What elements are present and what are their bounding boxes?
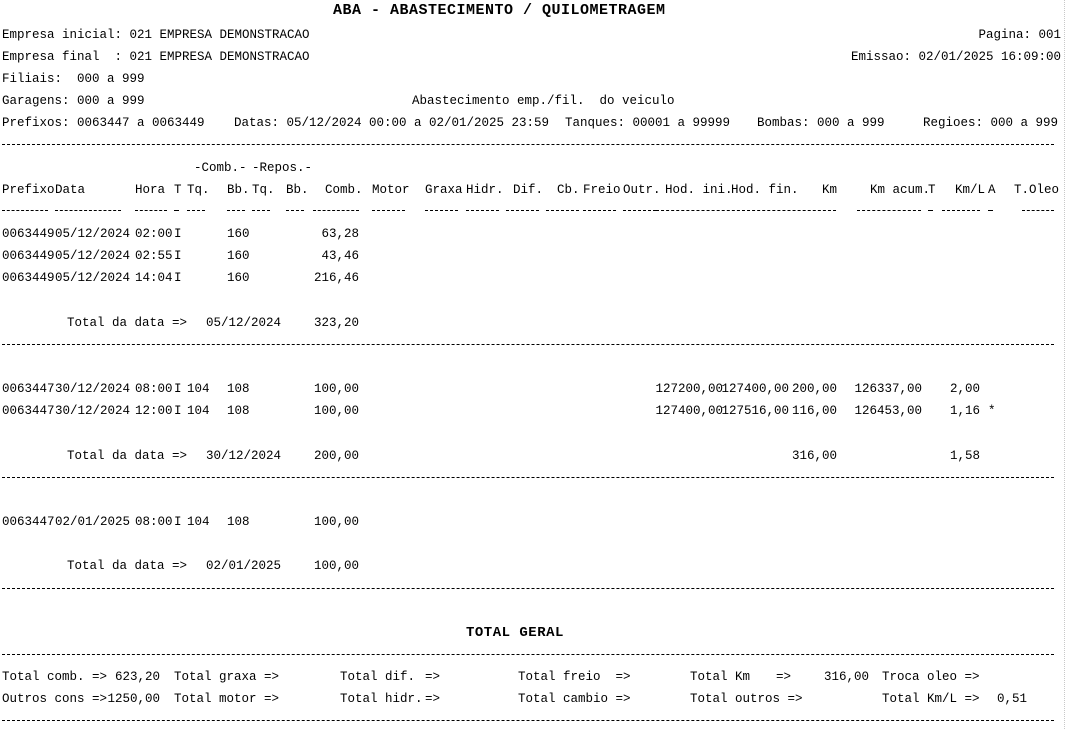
column-underline <box>425 210 458 211</box>
cell-hod-fin: 127400,00 <box>721 382 789 396</box>
column-t: T <box>174 183 182 197</box>
tanques-range: Tanques: 00001 a 99999 <box>565 116 731 130</box>
column-t2: T <box>928 183 936 197</box>
empresa-final: Empresa final : 021 EMPRESA DEMONSTRACAO <box>2 50 310 64</box>
garagens-range: Garagens: 000 a 999 <box>2 94 145 108</box>
column-underline <box>55 210 121 211</box>
cell-hora: 02:00 <box>135 227 173 241</box>
separator <box>2 588 1054 589</box>
cell-bb: 108 <box>227 382 250 396</box>
date-total-date: 30/12/2024 <box>206 449 282 463</box>
total-freio-label: Total freio => <box>518 670 631 684</box>
cell-prefixo: 0063447 <box>2 382 55 396</box>
column-km-acum: Km acum. <box>870 183 931 197</box>
column-underline <box>656 210 836 211</box>
total-comb-value: 623,20 <box>114 670 160 684</box>
separator <box>2 654 1054 655</box>
column-underline <box>187 210 205 211</box>
total-kml-label: Total Km/L => <box>882 692 980 706</box>
cell-data: 02/01/2025 <box>55 515 131 529</box>
regioes-range: Regioes: 000 a 999 <box>923 116 1059 130</box>
total-kml-value: 0,51 <box>996 692 1027 706</box>
column-cb: Cb. <box>557 183 580 197</box>
column-km: Km <box>822 183 838 197</box>
bombas-range: Bombas: 000 a 999 <box>757 116 885 130</box>
cell-kml: 1,16 <box>949 404 980 418</box>
column-underline <box>988 210 993 211</box>
cell-data: 05/12/2024 <box>55 271 131 285</box>
column-data: Data <box>55 183 86 197</box>
total-comb-label: Total comb. => <box>2 670 108 684</box>
cell-kml: 2,00 <box>949 382 980 396</box>
cell-data: 30/12/2024 <box>55 404 131 418</box>
column-repos-bb: Bb. <box>286 183 309 197</box>
column-group-comb: -Comb.- <box>194 161 247 175</box>
column-underline <box>857 210 921 211</box>
column-underline <box>252 210 270 211</box>
cell-km: 116,00 <box>791 404 837 418</box>
column-hod-fin: Hod. fin. <box>731 183 799 197</box>
column-underline <box>372 210 405 211</box>
cell-bb: 160 <box>227 271 250 285</box>
column-hidr: Hidr. <box>466 183 504 197</box>
cell-tq: 104 <box>187 382 210 396</box>
cell-comb: 100,00 <box>313 404 359 418</box>
column-bb: Bb. <box>227 183 250 197</box>
total-km-arrow: => <box>776 670 792 684</box>
cell-t: I <box>174 382 182 396</box>
column-underline <box>506 210 539 211</box>
prefixos-range: Prefixos: 0063447 a 0063449 <box>2 116 205 130</box>
column-freio: Freio <box>583 183 621 197</box>
cell-km-acum: 126453,00 <box>854 404 922 418</box>
filiais-range: Filiais: 000 a 999 <box>2 72 145 86</box>
column-outr: Outr. <box>623 183 661 197</box>
total-km-label: Total Km <box>690 670 751 684</box>
column-underline <box>942 210 980 211</box>
column-underline <box>1022 210 1054 211</box>
column-hora: Hora <box>135 183 166 197</box>
empresa-inicial: Empresa inicial: 021 EMPRESA DEMONSTRACAO <box>2 28 310 42</box>
cell-comb: 63,28 <box>321 227 359 241</box>
date-total-comb: 100,00 <box>313 559 359 573</box>
cell-hora: 08:00 <box>135 382 173 396</box>
column-graxa: Graxa <box>425 183 463 197</box>
cell-t: I <box>174 404 182 418</box>
cell-comb: 216,46 <box>313 271 359 285</box>
outros-cons-value: 1250,00 <box>107 692 160 706</box>
cell-t: I <box>174 227 182 241</box>
cell-hora: 12:00 <box>135 404 173 418</box>
column-kml: Km/L <box>955 183 986 197</box>
column-repos-tq: Tq. <box>252 183 275 197</box>
outros-cons-label: Outros cons => <box>2 692 108 706</box>
total-graxa-label: Total graxa => <box>174 670 280 684</box>
column-underline <box>135 210 167 211</box>
total-cambio-label: Total cambio => <box>518 692 631 706</box>
column-comb: Comb. <box>325 183 363 197</box>
column-underline <box>227 210 245 211</box>
cell-comb: 100,00 <box>313 515 359 529</box>
cell-km: 200,00 <box>791 382 837 396</box>
column-motor: Motor <box>372 183 410 197</box>
cell-bb: 108 <box>227 515 250 529</box>
total-hidr-arrow: => <box>425 692 441 706</box>
cell-prefixo: 0063447 <box>2 515 55 529</box>
cell-data: 30/12/2024 <box>55 382 131 396</box>
column-underline <box>174 210 179 211</box>
date-total-kml: 1,58 <box>949 449 980 463</box>
column-tq: Tq. <box>187 183 210 197</box>
cell-km-acum: 126337,00 <box>854 382 922 396</box>
date-total-km: 316,00 <box>791 449 837 463</box>
total-dif-label: Total dif. <box>340 670 416 684</box>
date-total-date: 02/01/2025 <box>206 559 282 573</box>
column-underline <box>928 210 933 211</box>
cell-tq: 104 <box>187 404 210 418</box>
cell-prefixo: 0063447 <box>2 404 55 418</box>
cell-bb: 108 <box>227 404 250 418</box>
separator <box>2 144 1054 145</box>
column-toleo: T.Oleo <box>1014 183 1060 197</box>
cell-hora: 14:04 <box>135 271 173 285</box>
cell-t: I <box>174 271 182 285</box>
column-underline <box>466 210 499 211</box>
troca-oleo-label: Troca oleo => <box>882 670 980 684</box>
cell-hora: 08:00 <box>135 515 173 529</box>
page-edge <box>1064 0 1065 729</box>
column-underline <box>286 210 304 211</box>
cell-bb: 160 <box>227 227 250 241</box>
total-geral-heading: TOTAL GERAL <box>466 625 564 641</box>
datas-range: Datas: 05/12/2024 00:00 a 02/01/2025 23:59 <box>234 116 550 130</box>
column-underline <box>546 210 579 211</box>
date-total-label: Total da data => <box>67 449 188 463</box>
cell-comb: 100,00 <box>313 382 359 396</box>
cell-t: I <box>174 515 182 529</box>
cell-comb: 43,46 <box>321 249 359 263</box>
abastecimento-info: Abastecimento emp./fil. do veiculo <box>412 94 675 108</box>
cell-a-flag: * <box>988 404 996 418</box>
cell-data: 05/12/2024 <box>55 249 131 263</box>
date-total-comb: 200,00 <box>313 449 359 463</box>
column-underline <box>623 210 656 211</box>
date-total-comb: 323,20 <box>313 316 359 330</box>
cell-data: 05/12/2024 <box>55 227 131 241</box>
report-title: ABA - ABASTECIMENTO / QUILOMETRAGEM <box>333 2 666 19</box>
cell-prefixo: 0063449 <box>2 271 55 285</box>
separator <box>2 720 1054 721</box>
total-motor-label: Total motor => <box>174 692 280 706</box>
column-underline <box>313 210 359 211</box>
emission-date: Emissao: 02/01/2025 16:09:00 <box>850 50 1061 64</box>
total-dif-arrow: => <box>425 670 441 684</box>
cell-hod-fin: 127516,00 <box>721 404 789 418</box>
cell-t: I <box>174 249 182 263</box>
cell-tq: 104 <box>187 515 210 529</box>
column-underline <box>583 210 616 211</box>
column-prefixo: Prefixo <box>2 183 55 197</box>
column-underline <box>2 210 48 211</box>
column-a: A <box>988 183 996 197</box>
cell-prefixo: 0063449 <box>2 227 55 241</box>
page-number: Pagina: 001 <box>978 28 1061 42</box>
date-total-date: 05/12/2024 <box>206 316 282 330</box>
cell-hod-ini: 127400,00 <box>655 404 723 418</box>
total-outros-label: Total outros => <box>690 692 803 706</box>
total-km-value: 316,00 <box>823 670 869 684</box>
column-hod-ini: Hod. ini. <box>665 183 733 197</box>
cell-hod-ini: 127200,00 <box>655 382 723 396</box>
cell-bb: 160 <box>227 249 250 263</box>
date-total-label: Total da data => <box>67 316 188 330</box>
cell-hora: 02:55 <box>135 249 173 263</box>
cell-prefixo: 0063449 <box>2 249 55 263</box>
separator <box>2 477 1054 478</box>
date-total-label: Total da data => <box>67 559 188 573</box>
column-group-repos: -Repos.- <box>252 161 313 175</box>
column-dif: Dif. <box>513 183 544 197</box>
total-hidr-label: Total hidr. <box>340 692 423 706</box>
separator <box>2 344 1054 345</box>
